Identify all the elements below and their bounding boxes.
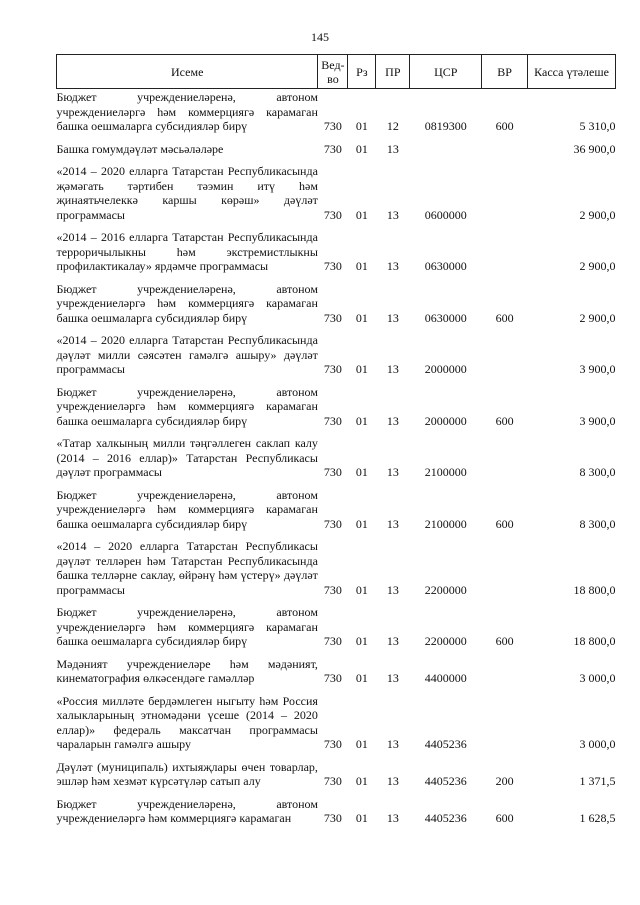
row-kassa: 18 800,0 — [573, 582, 616, 597]
row-kassa: 1 628,5 — [579, 811, 616, 825]
row-vr — [482, 333, 528, 385]
row-kassa: 1 371,5 — [579, 774, 616, 788]
table-row — [57, 539, 616, 605]
row-kassa: 3 900,0 — [579, 362, 616, 376]
row-ved: 730 — [323, 310, 342, 325]
row-vr: 600 — [495, 634, 514, 648]
row-pr: 13 — [386, 634, 399, 648]
row-pr: 13 — [386, 516, 399, 531]
page-number: 145 — [311, 30, 329, 44]
row-name: «2014 – 2020 елларга Татарстан Республикасы дәүләт телләрен һәм Татарстан Республикасында башка телләрне саклау, өйрәнү һәм үстерү» дәүләт программасы — [56, 539, 318, 597]
row-ved: 730 — [323, 737, 342, 751]
table-row — [57, 657, 616, 694]
row-ved: 730 — [323, 259, 342, 273]
row-ved: 730 — [323, 141, 342, 156]
row-ved: 730 — [323, 465, 342, 479]
row-kassa: 2 900,0 — [579, 259, 616, 273]
row-pr: 13 — [386, 671, 399, 685]
row-name: Бюджет учреждениеләренә, автоном учреждениеләргә һәм коммерциягә карамаган — [56, 796, 318, 825]
table-body — [57, 89, 616, 826]
row-rz: 01 — [355, 362, 368, 376]
row-name: «2014 – 2020 елларга Татарстан Республикасында дәүләт милли сәясәтен гамәлгә ашыру» дәүләт программасы — [56, 333, 318, 376]
row-csr: 2100000 — [424, 516, 467, 531]
row-name: Бюджет учреждениеләренә, автоном учреждениеләргә һәм коммерциягә карамаган башка оешмаларга субсидияләр бирү — [56, 384, 318, 428]
row-pr: 13 — [386, 413, 399, 428]
table-row — [57, 605, 616, 657]
row-kassa: 2 900,0 — [579, 207, 616, 222]
row-kassa: 18 800,0 — [573, 634, 616, 648]
row-ved: 730 — [323, 634, 342, 648]
row-csr: 4405236 — [424, 774, 467, 788]
row-csr: 2000000 — [424, 413, 467, 428]
row-name: «2014 – 2016 елларга Татарстан Республикасында терроричылыкны һәм экстремистлыкны профилактикалау» ярдәмче программасы — [56, 230, 318, 273]
row-vr — [482, 657, 528, 694]
table-row — [57, 282, 616, 334]
row-csr: 2200000 — [424, 582, 467, 597]
row-kassa: 8 300,0 — [579, 516, 616, 531]
header-csr: ЦСР — [410, 55, 482, 89]
row-kassa: 3 900,0 — [579, 413, 616, 428]
row-ved: 730 — [323, 119, 342, 133]
table-row — [57, 230, 616, 282]
row-name: «2014 – 2020 елларга Татарстан Республикасында җәмәгать тәртибен тәэмин итү һәм җинаятьчелеккә каршы көрәш» дәүләт программасы — [56, 164, 318, 222]
table-row — [57, 436, 616, 488]
row-pr: 13 — [386, 259, 399, 273]
row-vr: 200 — [495, 774, 514, 788]
header-kassa: Касса үтәлеше — [528, 55, 616, 89]
row-name: Бюджет учреждениеләренә, автоном учреждениеләргә һәм коммерциягә карамаган башка оешмаларга субсидияләр бирү — [56, 281, 318, 325]
row-name: «Россия милләте бердәмлеген ныгыту һәм Россия халыкларының этномәдәни үсеше (2014 – 2020 еллар)» федераль максатчан программасы чараларын гамәлгә ашыру — [56, 693, 318, 751]
row-csr: 2000000 — [424, 362, 467, 376]
row-rz: 01 — [355, 413, 368, 428]
row-vr — [482, 230, 528, 282]
row-vr: 600 — [495, 516, 514, 531]
row-vr — [482, 436, 528, 488]
row-name: Башка гомумдәүләт мәсьәләләре — [56, 141, 224, 156]
table-row — [57, 694, 616, 760]
header-ved: Вед-во — [318, 55, 348, 89]
row-kassa: 3 000,0 — [579, 671, 616, 685]
row-csr: 2100000 — [424, 465, 467, 479]
table-row — [57, 89, 616, 142]
row-rz: 01 — [355, 516, 368, 531]
row-name: Бюджет учреждениеләренә, автоном учреждениеләргә һәм коммерциягә карамаган башка оешмаларга субсидияләр бирү — [56, 90, 318, 133]
table-row — [57, 333, 616, 385]
row-kassa: 8 300,0 — [579, 465, 616, 479]
row-kassa: 2 900,0 — [579, 310, 616, 325]
budget-table — [56, 54, 616, 826]
header-vr: ВР — [482, 55, 528, 89]
row-rz: 01 — [355, 774, 368, 788]
row-rz: 01 — [355, 259, 368, 273]
header-pr: ПР — [376, 55, 410, 89]
table-row — [57, 488, 616, 540]
row-pr: 13 — [386, 141, 399, 156]
row-vr — [482, 539, 528, 605]
row-rz: 01 — [355, 119, 368, 133]
table-row — [57, 385, 616, 437]
row-name: Бюджет учреждениеләренә, автоном учреждениеләргә һәм коммерциягә карамаган башка оешмаларга субсидияләр бирү — [56, 605, 318, 648]
row-csr: 0630000 — [424, 259, 467, 273]
row-vr — [482, 694, 528, 760]
row-ved: 730 — [323, 811, 342, 825]
row-pr: 13 — [386, 811, 399, 825]
table-header-row — [57, 55, 616, 89]
header-rz: Рз — [348, 55, 376, 89]
table-row — [57, 760, 616, 797]
row-vr — [482, 164, 528, 230]
table-row — [57, 142, 616, 165]
row-vr: 600 — [495, 310, 514, 325]
row-csr: 0600000 — [424, 207, 467, 222]
row-rz: 01 — [355, 465, 368, 479]
row-vr — [482, 142, 528, 165]
row-rz: 01 — [355, 737, 368, 751]
table-row — [57, 164, 616, 230]
header-name: Исеме — [57, 55, 318, 89]
row-name: Дәүләт (муниципаль) ихтыяҗлары өчен товарлар, эшләр һәм хезмәт күрсәтүләр сатып алу — [56, 759, 318, 788]
row-rz: 01 — [355, 582, 368, 597]
row-rz: 01 — [355, 207, 368, 222]
row-name: Бюджет учреждениеләренә, автоном учреждениеләргә һәм коммерциягә карамаган башка оешмаларга субсидияләр бирү — [56, 487, 318, 531]
row-pr: 13 — [386, 362, 399, 376]
row-ved: 730 — [323, 362, 342, 376]
row-name: Мәдәният учреждениеләре һәм мәдәният, кинематография өлкәсендәге гамәлләр — [56, 656, 318, 685]
row-csr: 4405236 — [424, 811, 467, 825]
row-vr: 600 — [495, 811, 514, 825]
row-ved: 730 — [323, 671, 342, 685]
row-csr: 0819300 — [424, 119, 467, 133]
row-vr: 600 — [495, 119, 514, 133]
row-kassa: 36 900,0 — [573, 141, 616, 156]
row-pr: 13 — [386, 310, 399, 325]
row-rz: 01 — [355, 141, 368, 156]
row-ved: 730 — [323, 413, 342, 428]
row-ved: 730 — [323, 582, 342, 597]
row-ved: 730 — [323, 516, 342, 531]
row-rz: 01 — [355, 811, 368, 825]
row-name: «Татар халкының милли тәңгәллеген саклап калу (2014 – 2016 еллар)» Татарстан Республикасы дәүләт программасы — [56, 436, 318, 479]
row-ved: 730 — [323, 207, 342, 222]
row-csr: 0630000 — [424, 310, 467, 325]
row-csr: 4400000 — [424, 671, 467, 685]
row-vr: 600 — [495, 413, 514, 428]
row-rz: 01 — [355, 671, 368, 685]
row-csr: 2200000 — [424, 634, 467, 648]
row-pr: 13 — [386, 774, 399, 788]
row-ved: 730 — [323, 774, 342, 788]
row-pr: 12 — [386, 119, 399, 133]
row-kassa: 5 310,0 — [579, 119, 616, 133]
row-pr: 13 — [386, 207, 399, 222]
row-pr: 13 — [386, 582, 399, 597]
row-rz: 01 — [355, 310, 368, 325]
row-rz: 01 — [355, 634, 368, 648]
row-csr — [410, 142, 482, 165]
row-csr: 4405236 — [424, 737, 467, 751]
table-row — [57, 797, 616, 826]
row-pr: 13 — [386, 737, 399, 751]
row-pr: 13 — [386, 465, 399, 479]
row-kassa: 3 000,0 — [579, 737, 616, 751]
